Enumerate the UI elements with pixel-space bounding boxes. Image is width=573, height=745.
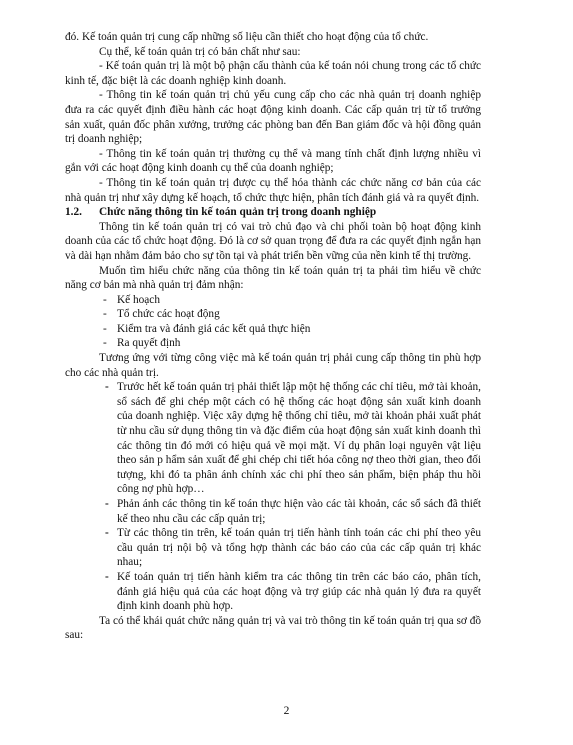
paragraph: Muốn tìm hiểu chức năng của thông tin kế toán quản trị ta phải tìm hiểu về chức năng cơ bản mà nhà quản trị đảm nhận: — [65, 264, 481, 292]
paragraph: đó. Kế toán quản trị cung cấp những số liệu cần thiết cho hoạt động của tổ chức. — [65, 31, 429, 43]
paragraph: - Kế toán quản trị là một bộ phận cấu thành của kế toán nói chung trong các tổ chức kinh tế, đặc biệt là các doanh nghiệp kinh doanh. — [65, 60, 481, 87]
paragraph: - Thông tin kế toán quản trị được cụ thể hóa thành các chức năng cơ bản của các nhà quản trị như xây dựng kế hoạch, tổ chức thực hiện, phân tích đánh giá và ra quyết định. — [65, 176, 481, 204]
section-title: Chức năng thông tin kế toán quản trị trong doanh nghiệp — [99, 206, 377, 219]
paragraph: Ta có thể khái quát chức năng quản trị và vai trò thông tin kế toán quản trị qua sơ đồ sau: — [65, 614, 481, 642]
list-item: - Kiểm tra và đánh giá các kết quả thực hiện — [65, 322, 481, 337]
page-number: 2 — [283, 705, 290, 717]
page-content — [65, 30, 481, 643]
paragraph: Cụ thể, kế toán quản trị có bản chất như sau: — [99, 45, 301, 58]
list-item: - Kế hoạch — [65, 293, 481, 308]
list-item: - Tổ chức các hoạt động — [65, 307, 481, 322]
list-item: - Từ các thông tin trên, kế toán quản trị tiến hành tính toán các chi phí theo yêu cầu quản trị nội bộ và tổng hợp thành các báo cáo của các cấp quản trị khác nhau; — [65, 526, 481, 570]
section-heading — [65, 205, 481, 220]
functions-list — [65, 293, 481, 351]
list-item: - Ra quyết định — [65, 336, 481, 351]
section-number: 1.2. — [65, 206, 82, 219]
paragraph: Thông tin kế toán quản trị có vai trò chủ đạo và chi phối toàn bộ hoạt động kinh doanh của các tổ chức hoạt động. Đó là cơ sở quan trọng để đưa ra các quyết định ngắn hạn và dài hạn nhằm đảm bảo cho sự tồn tại và phát triển bền vững của nền kinh tế thị trường. — [65, 220, 481, 262]
duties-list — [65, 380, 481, 614]
paragraph: - Thông tin kế toán quản trị thường cụ thể và mang tính chất định lượng nhiều vì gắn với các hoạt động kinh doanh cụ thể của doanh nghiệp; — [65, 147, 481, 175]
paragraph: - Thông tin kế toán quản trị chủ yếu cung cấp cho các nhà quản trị doanh nghiệp đưa ra các quyết định điều hành các hoạt động kinh doanh. Các cấp quản trị từ tổ trưởng sản xuất, quản đốc phân xưởng, trưởng các phòng ban đến Ban giám đốc và hội đồng quản trị doanh nghiệp; — [65, 89, 481, 146]
paragraph: Tương ứng với từng công việc mà kế toán quản trị phải cung cấp thông tin phù hợp cho các nhà quản trị. — [65, 352, 481, 379]
list-item: - Kế toán quản trị tiến hành kiểm tra các thông tin trên các báo cáo, phân tích, đánh giá hiệu quả của các hoạt động và trợ giúp các nhà quản lý đưa ra quyết định kinh doanh phù hợp. — [65, 570, 481, 614]
list-item: - Phản ánh các thông tin kế toán thực hiện vào các tài khoản, các sổ sách đã thiết kế theo nhu cầu các cấp quản trị; — [65, 497, 481, 526]
list-item: - Trước hết kế toán quản trị phải thiết lập một hệ thống các chỉ tiêu, mở tài khoản, sổ sách để ghi chép một cách có hệ thống các hoạt động sản xuất kinh doanh của doanh nghiệp. Việc xây dựng hệ thống chỉ tiêu, mở tài khoản phải xuất phát từ nhu cầu sử dụng thông tin và đặc điểm của hoạt động sản xuất kinh doanh thì các thông tin đó mới có hiệu quả về mọi mặt. Ví dụ phân loại nguyên vật liệu theo sản p hẩm sản xuất để ghi chép chi tiết hóa công nợ theo thời gian, theo đối tượng, khi đó ta phân ánh chính xác chi phí theo sản phẩm, biện pháp thu hồi công nợ phù hợp… — [65, 380, 481, 497]
